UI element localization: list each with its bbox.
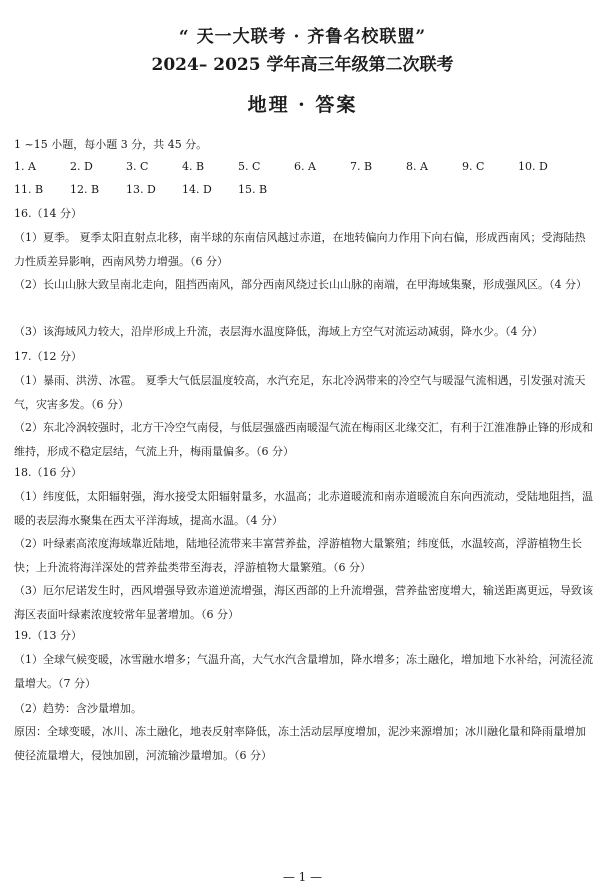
q19-heading: 19.（13 分） [14,629,82,642]
q16-answer-1: （1）夏季。 夏季太阳直射点北移，南半球的东南信风越过赤道，在地转偏向力作用下向右偏，形成西南风；受海陆热力性质差异影响，西南风势力增强。（6 分） [14,231,586,268]
mc-answer: 3. C [126,160,149,173]
page-number: — 1 — [282,870,323,884]
mc-intro: 1 ~15 小题，每小题 3 分，共 45 分。 [14,138,208,151]
q16-heading: 16.（14 分） [14,207,82,220]
exam-title: 2024– 2025 学年高三年级第二次联考 [151,55,454,75]
mc-answer: 4. B [182,160,205,173]
alliance-title: “ 天一大联考 · 齐鲁名校联盟” [178,27,427,47]
mc-answers-row-1 [14,160,574,173]
mc-answer: 8. A [406,160,428,173]
q18-heading: 18.（16 分） [14,466,82,479]
mc-answer: 14. D [182,183,212,196]
q17-answer-1: （1）暴雨、洪涝、冰雹。 夏季大气低层温度较高，水汽充足，东北冷涡带来的冷空气与暖湿气流相遇，引发强对流天气，灾害多发。（6 分） [14,374,586,411]
mc-answer: 13. D [126,183,156,196]
q18-answer-3: （3）厄尔尼诺发生时，西风增强导致赤道逆流增强，海区西部的上升流增强，营养盐密度增大，输送距离更远，导致该海区表面叶绿素浓度较常年显著增加。（6 分） [14,584,593,621]
q19-answer-1: （1）全球气候变暖，冰雪融水增多；气温升高，大气水汽含量增加，降水增多；冻土融化，增加地下水补给，河流径流量增大。（7 分） [14,653,593,690]
mc-answer: 12. B [70,183,100,196]
mc-answer: 15. B [238,183,268,196]
q18-answer-2: （2）叶绿素高浓度海域靠近陆地，陆地径流带来丰富营养盐，浮游植物大量繁殖；纬度低，水温较高，浮游植物生长快；上升流将海洋深处的营养盐类带至海表，浮游植物大量繁殖。（6 分） [14,537,582,574]
subject-title: 地理 · 答案 [247,94,358,116]
mc-answer: 5. C [238,160,261,173]
mc-answer: 2. D [70,160,93,173]
q19-answer-2: （2）趋势：含沙量增加。 [14,702,142,715]
mc-answer: 7. B [350,160,373,173]
q18-answer-1: （1）纬度低，太阳辐射强，海水接受太阳辐射量多，水温高；北赤道暖流和南赤道暖流自东向西流动，受陆地阻挡，温暖的表层海水聚集在西太平洋海域，提高水温。（4 分） [14,490,593,527]
q19-answer-3: 原因：全球变暖，冰川、冻土融化，地表反射率降低，冻土活动层厚度增加，泥沙来源增加；冰川融化量和降雨量增加使径流量增大，侵蚀加剧，河流输沙量增加。（6 分） [14,725,586,762]
q17-answer-2: （2）东北冷涡较强时，北方干冷空气南侵，与低层强盛西南暖湿气流在梅雨区北缘交汇，有利于江淮准静止锋的形成和维持，形成不稳定层结，气流上升，梅雨量偏多。（6 分） [14,421,593,458]
mc-answer: 11. B [14,183,44,196]
mc-answer: 9. C [462,160,485,173]
mc-answers-row-2 [14,183,294,196]
q17-heading: 17.（12 分） [14,350,82,363]
q16-answer-3: （3）该海域风力较大，沿岸形成上升流，表层海水温度降低，海域上方空气对流运动减弱，降水少。（4 分） [14,325,543,338]
mc-answer: 6. A [294,160,316,173]
mc-answer: 1. A [14,160,36,173]
q16-answer-2: （2）长山山脉大致呈南北走向，阻挡西南风，部分西南风绕过长山山脉的南端，在甲海域集聚，形成强风区。（4 分） [14,278,587,291]
mc-answer: 10. D [518,160,548,173]
